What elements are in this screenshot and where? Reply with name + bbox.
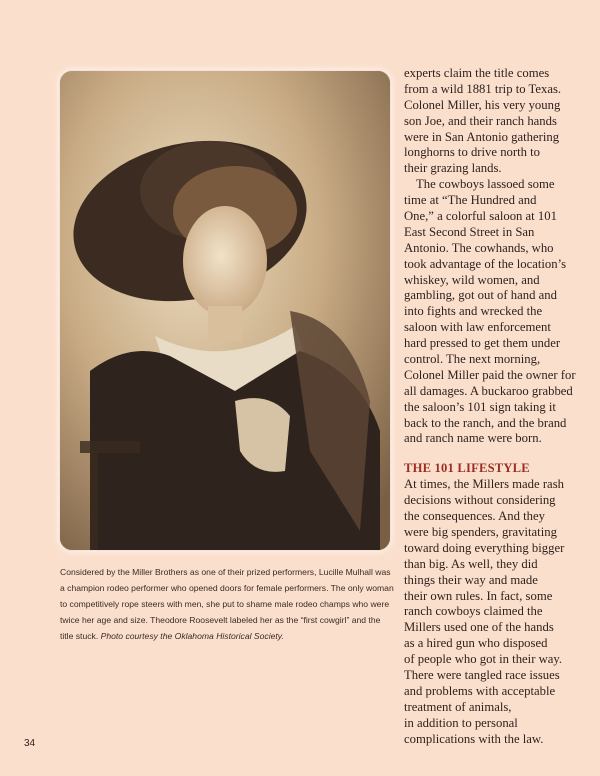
body-line: son Joe, and their ranch hands xyxy=(404,113,557,128)
body-line: Colonel Miller, his very young xyxy=(404,97,561,112)
body-line: gambling, got out of hand and xyxy=(404,288,557,303)
portrait-photo xyxy=(60,71,390,550)
body-line: from a wild 1881 trip to Texas. xyxy=(404,81,562,96)
caption-line: Considered by the Miller Brothers as one of their prized performers, Lucille Mulhall was xyxy=(60,567,391,577)
body-line: back to the ranch, and the brand xyxy=(404,415,567,430)
paragraph-1 xyxy=(404,66,590,177)
body-line: Antonio. The cowhands, who xyxy=(404,240,554,255)
body-line: toward doing everything bigger xyxy=(404,540,565,555)
caption-line: a champion rodeo performer who opened doors for female performers. The only woman xyxy=(60,582,394,593)
body-line: control. The next morning, xyxy=(404,352,541,367)
body-line: hard pressed to get them under xyxy=(404,336,561,351)
body-line: and ranch name were born. xyxy=(404,431,542,446)
caption-line xyxy=(60,630,395,646)
body-line: One,” a colorful saloon at 101 xyxy=(404,209,557,224)
body-line: of people who got in their way. xyxy=(404,652,563,667)
body-line: whiskey, wild women, and xyxy=(404,272,540,287)
body-line: and problems with acceptable xyxy=(404,683,556,698)
portrait-photo-icon xyxy=(60,71,390,550)
body-line: longhorns to drive north to xyxy=(404,145,541,160)
body-line: than big. As well, they did xyxy=(404,556,538,571)
body-line: all damages. A buckaroo grabbed xyxy=(404,383,573,398)
paragraph-2 xyxy=(404,177,590,193)
caption-line: twice her age and size. Theodore Roosevelt labeled her as the “first cowgirl” and the xyxy=(60,614,381,625)
body-line: time at “The Hundred and xyxy=(404,193,537,208)
body-line: were in San Antonio gathering xyxy=(404,129,560,144)
body-line: The cowboys lassoed some xyxy=(416,177,555,192)
body-line: as a hired gun who disposed xyxy=(404,636,548,651)
body-line: treatment of animals, xyxy=(404,699,512,714)
body-line: were big spenders, gravitating xyxy=(404,524,557,539)
body-line: decisions without considering xyxy=(404,493,556,508)
photo-caption xyxy=(60,566,395,645)
body-line: their grazing lands. xyxy=(404,161,502,176)
body-line: Colonel Miller paid the owner for xyxy=(404,367,576,382)
body-line: ranch cowboys claimed the xyxy=(404,604,543,619)
body-line: their own rules. In fact, some xyxy=(404,588,553,603)
body-line: At times, the Millers made rash xyxy=(404,477,564,492)
body-line: Millers used one of the hands xyxy=(404,620,554,635)
paragraph-3 xyxy=(404,477,590,747)
body-line: complications with the law. xyxy=(404,731,544,746)
body-line: into fights and wrecked the xyxy=(404,304,543,319)
body-line: East Second Street in San xyxy=(404,224,535,239)
photo-credit: Photo courtesy the Oklahoma Historical Society. xyxy=(100,630,284,641)
body-line: the consequences. And they xyxy=(404,509,545,524)
article-column xyxy=(404,66,590,747)
body-line: There were tangled race issues xyxy=(404,667,560,682)
body-line: saloon with law enforcement xyxy=(404,320,551,335)
body-line: things their way and made xyxy=(404,572,538,587)
caption-text: title stuck. xyxy=(60,630,101,641)
body-line: in addition to personal xyxy=(404,715,518,730)
body-line: took advantage of the location’s xyxy=(404,256,567,271)
section-heading: THE 101 LIFESTYLE xyxy=(404,461,530,476)
caption-line: to competitively rope steers with men, she put to shame male rodeo champs who were xyxy=(60,598,390,609)
page-number: 34 xyxy=(24,738,36,749)
paragraph-2-rest xyxy=(404,193,590,447)
body-line: experts claim the title comes xyxy=(404,66,550,80)
body-line: the saloon’s 101 sign taking it xyxy=(404,399,556,414)
